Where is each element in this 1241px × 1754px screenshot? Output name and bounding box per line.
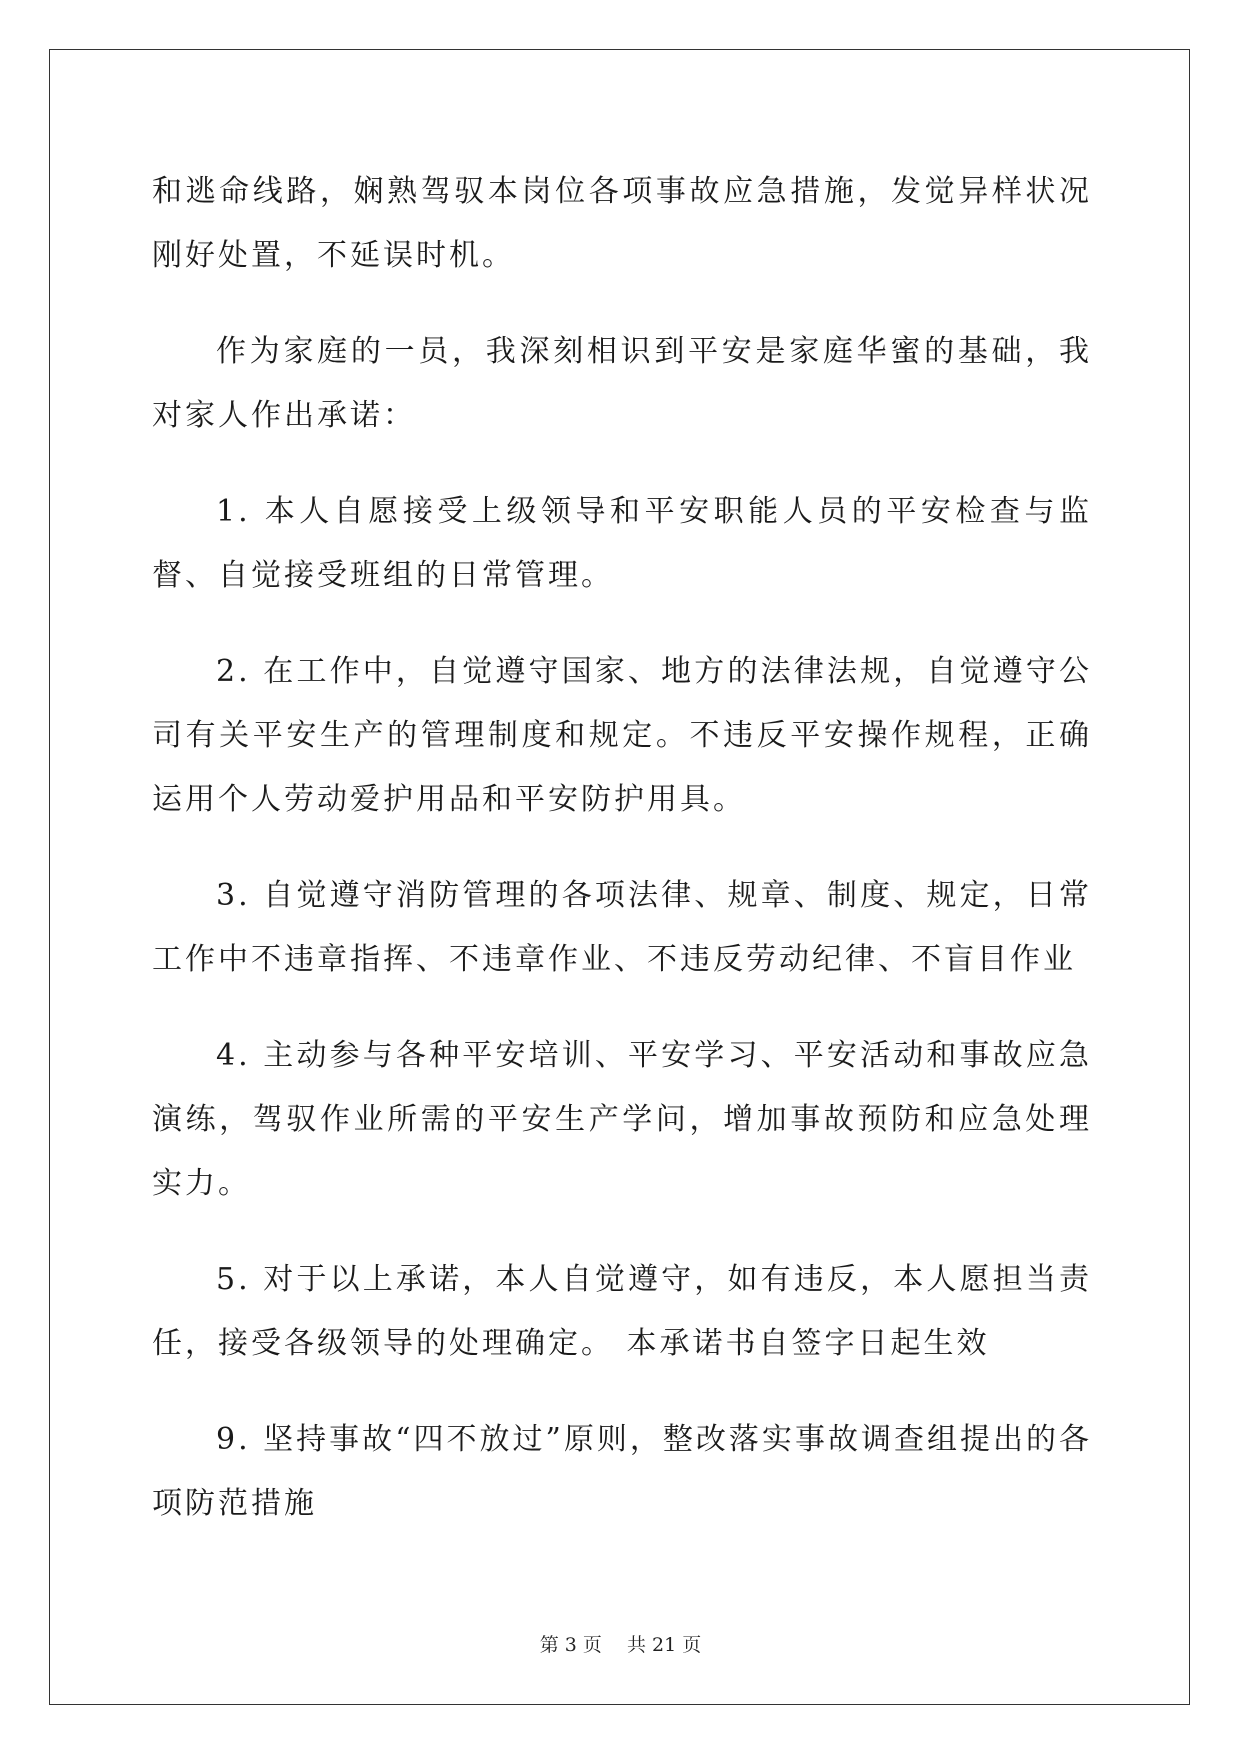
paragraph-item-2: 2. 在工作中，自觉遵守国家、地方的法律法规，自觉遵守公司有关平安生产的管理制度和规定。不违反平安操作规程，正确运用个人劳动爱护用品和平安防护用具。 bbox=[152, 654, 1092, 817]
page-number-footer: 第 3 页 共 21 页 bbox=[539, 1634, 702, 1656]
paragraph-item-3: 3. 自觉遵守消防管理的各项法律、规章、制度、规定，日常工作中不违章指挥、不违章作业、不违反劳动纪律、不盲目作业 bbox=[152, 878, 1092, 977]
paragraph-family-promise: 作为家庭的一员，我深刻相识到平安是家庭华蜜的基础，我对家人作出承诺： bbox=[152, 334, 1092, 433]
paragraph-item-9: 9. 坚持事故“四不放过”原则，整改落实事故调查组提出的各项防范措施 bbox=[152, 1422, 1092, 1521]
paragraph-item-5: 5. 对于以上承诺，本人自觉遵守，如有违反，本人愿担当责任，接受各级领导的处理确定。 本承诺书自签字日起生效 bbox=[152, 1262, 1092, 1361]
paragraph-continued: 和逃命线路，娴熟驾驭本岗位各项事故应急措施，发觉异样状况刚好处置，不延误时机。 bbox=[152, 174, 1092, 273]
document-body bbox=[152, 160, 1092, 1536]
paragraph-item-1: 1. 本人自愿接受上级领导和平安职能人员的平安检查与监督、自觉接受班组的日常管理。 bbox=[152, 494, 1092, 593]
paragraph-item-4: 4. 主动参与各种平安培训、平安学习、平安活动和事故应急演练，驾驭作业所需的平安生产学问，增加事故预防和应急处理实力。 bbox=[152, 1038, 1092, 1201]
